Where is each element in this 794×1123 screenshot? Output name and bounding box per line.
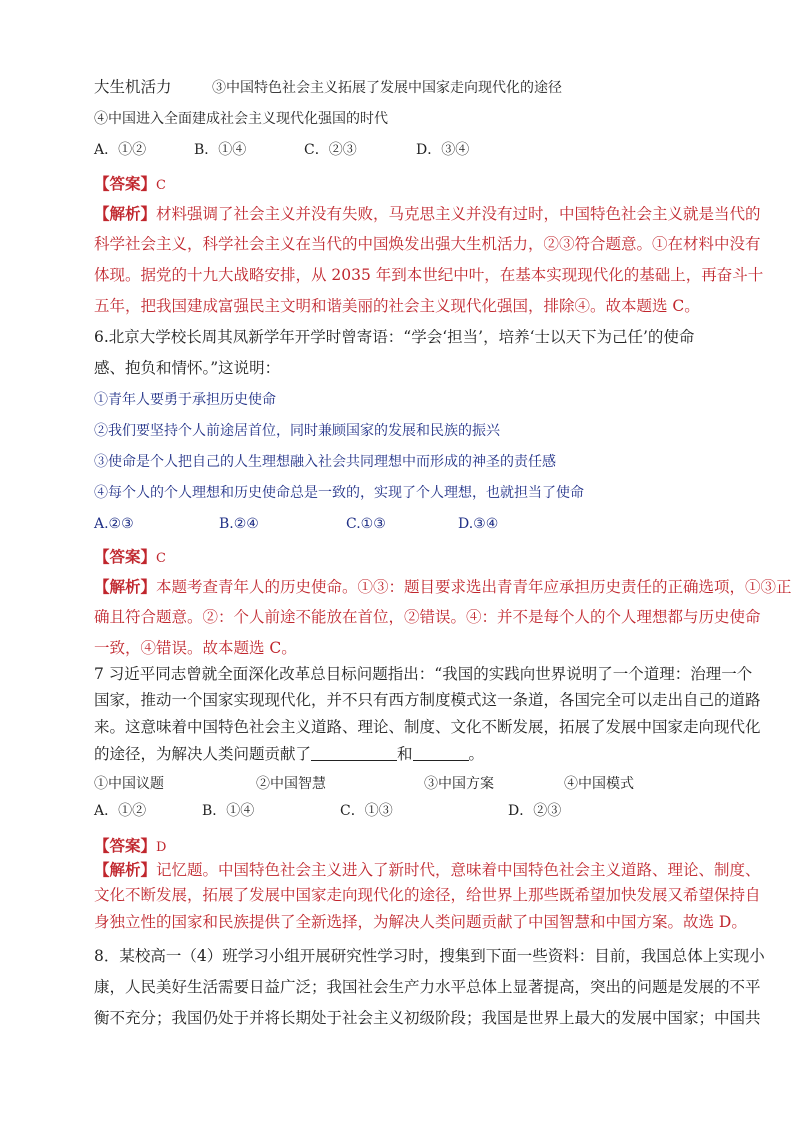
- q7-stem-line1: 7 习近平同志曾就全面深化改革总目标问题指出：“我国的实践向世界说明了一个道理：治理一个: [94, 665, 753, 683]
- q6-stem-line2: 感、抱负和情怀。”这说明：: [94, 359, 281, 377]
- q7-choice-d: D．②③: [508, 803, 562, 819]
- q6-choice-a: A.②③: [94, 516, 134, 532]
- answer-label: 【答案】: [94, 547, 157, 566]
- answer-label: 【答案】: [94, 836, 157, 855]
- q7-choice-b: B．①④: [202, 803, 255, 819]
- answer-value: C: [156, 178, 166, 193]
- q6-stem-line1: 6.北京大学校长周其凤新学年开学时曾寄语：“学会‘担当’，培养‘士以天下为己任’的使命: [94, 328, 695, 346]
- q5-choice-b: B．①④: [194, 142, 247, 158]
- q8-stem-line2: 康，人民美好生活需要日益广泛；我国社会生产力水平总体上显著提高，突出的问题是发展的不平: [94, 978, 761, 996]
- q6-choice-c: C.①③: [346, 516, 386, 532]
- q7-analysis-line2: 文化不断发展，拓展了发展中国家走向现代化的途径，给世界上那些既希望加快发展又希望保持自: [94, 886, 761, 904]
- q6-choice-b: B.②④: [219, 516, 259, 532]
- q7-choice-c: C．①③: [340, 803, 393, 819]
- q5-answer: [94, 176, 166, 193]
- q7-item-2: ②中国智慧: [256, 776, 326, 792]
- q6-analysis-line3: 一致，④错误。故本题选 C。: [94, 639, 297, 657]
- q7-item-1: ①中国议题: [94, 776, 164, 792]
- q7-answer: [94, 838, 166, 855]
- answer-value: C: [156, 551, 166, 566]
- q7-choice-a: A．①②: [94, 803, 147, 819]
- q5-choice-d: D．③④: [416, 142, 470, 158]
- q5-analysis-line2: 科学社会主义，科学社会主义在当代的中国焕发出强大生机活力，②③符合题意。①在材料中没有: [94, 235, 761, 253]
- q6-analysis-line1: 【解析】本题考查青年人的历史使命。①③：题目要求选出青青年应承担历史责任的正确选项，①③正: [94, 577, 792, 596]
- q5-choice-c: C．②③: [304, 142, 357, 158]
- analysis-label: 【解析】: [94, 860, 157, 879]
- q5-line1-a: 大生机活力: [94, 78, 172, 96]
- blank-1: [311, 746, 397, 761]
- analysis-label: 【解析】: [94, 204, 157, 223]
- q5-option3: ③中国特色社会主义拓展了发展中国家走向现代化的途径: [212, 80, 562, 96]
- blank-2: [413, 746, 469, 761]
- answer-value: D: [156, 840, 167, 855]
- q7-stem-line2: 国家，推动一个国家实现现代化，并不只有西方制度模式这一条道，各国完全可以走出自己的道路: [94, 691, 761, 709]
- q6-item-3: ③使命是个人把自己的人生理想融入社会共同理想中而形成的神圣的责任感: [94, 454, 556, 470]
- q7-analysis-line1: 【解析】记忆题。中国特色社会主义进入了新时代，意味着中国特色社会主义道路、理论、制度、: [94, 860, 761, 879]
- q6-choice-d: D.③④: [458, 516, 499, 532]
- q5-option4: ④中国进入全面建成社会主义现代化强国的时代: [94, 111, 388, 127]
- analysis-label: 【解析】: [94, 577, 157, 596]
- q6-item-1: ①青年人要勇于承担历史使命: [94, 392, 276, 408]
- q5-choice-a: A．①②: [94, 142, 147, 158]
- q6-item-4: ④每个人的个人理想和历史使命总是一致的，实现了个人理想，也就担当了使命: [94, 485, 584, 501]
- q6-analysis-line2: 确且符合题意。②：个人前途不能放在首位，②错误。④：并不是每个人的个人理想都与历史使命: [94, 608, 761, 626]
- q5-analysis-line4: 五年，把我国建成富强民主文明和谐美丽的社会主义现代化强国，排除④。故本题选 C。: [94, 297, 700, 315]
- q7-stem-line4: 的途径，为解决人类问题贡献了 和 。: [94, 745, 485, 763]
- q7-item-4: ④中国模式: [564, 776, 634, 792]
- q5-analysis-line1: 【解析】材料强调了社会主义并没有失败，马克思主义并没有过时，中国特色社会主义就是当代的: [94, 204, 761, 223]
- q7-stem-line3: 来。这意味着中国特色社会主义道路、理论、制度、文化不断发展，拓展了发展中国家走向现代化: [94, 718, 761, 736]
- q7-item-3: ③中国方案: [424, 776, 494, 792]
- q6-answer: [94, 549, 166, 566]
- q7-analysis-line3: 身独立性的国家和民族提供了全新选择，为解决人类问题贡献了中国智慧和中国方案。故选 D。: [94, 913, 747, 931]
- q5-line1: [94, 80, 172, 96]
- answer-label: 【答案】: [94, 174, 157, 193]
- q5-analysis-line3: 体现。据党的十九大战略安排，从 2035 年到本世纪中叶，在基本实现现代化的基础上，再奋斗十: [94, 266, 764, 284]
- q8-stem-line1: 8．某校高一（4）班学习小组开展研究性学习时，搜集到下面一些资料：目前，我国总体上实现小: [94, 947, 765, 965]
- q6-item-2: ②我们要坚持个人前途居首位，同时兼顾国家的发展和民族的振兴: [94, 423, 500, 439]
- q8-stem-line3: 衡不充分；我国仍处于并将长期处于社会主义初级阶段；我国是世界上最大的发展中国家；中国共: [94, 1009, 761, 1027]
